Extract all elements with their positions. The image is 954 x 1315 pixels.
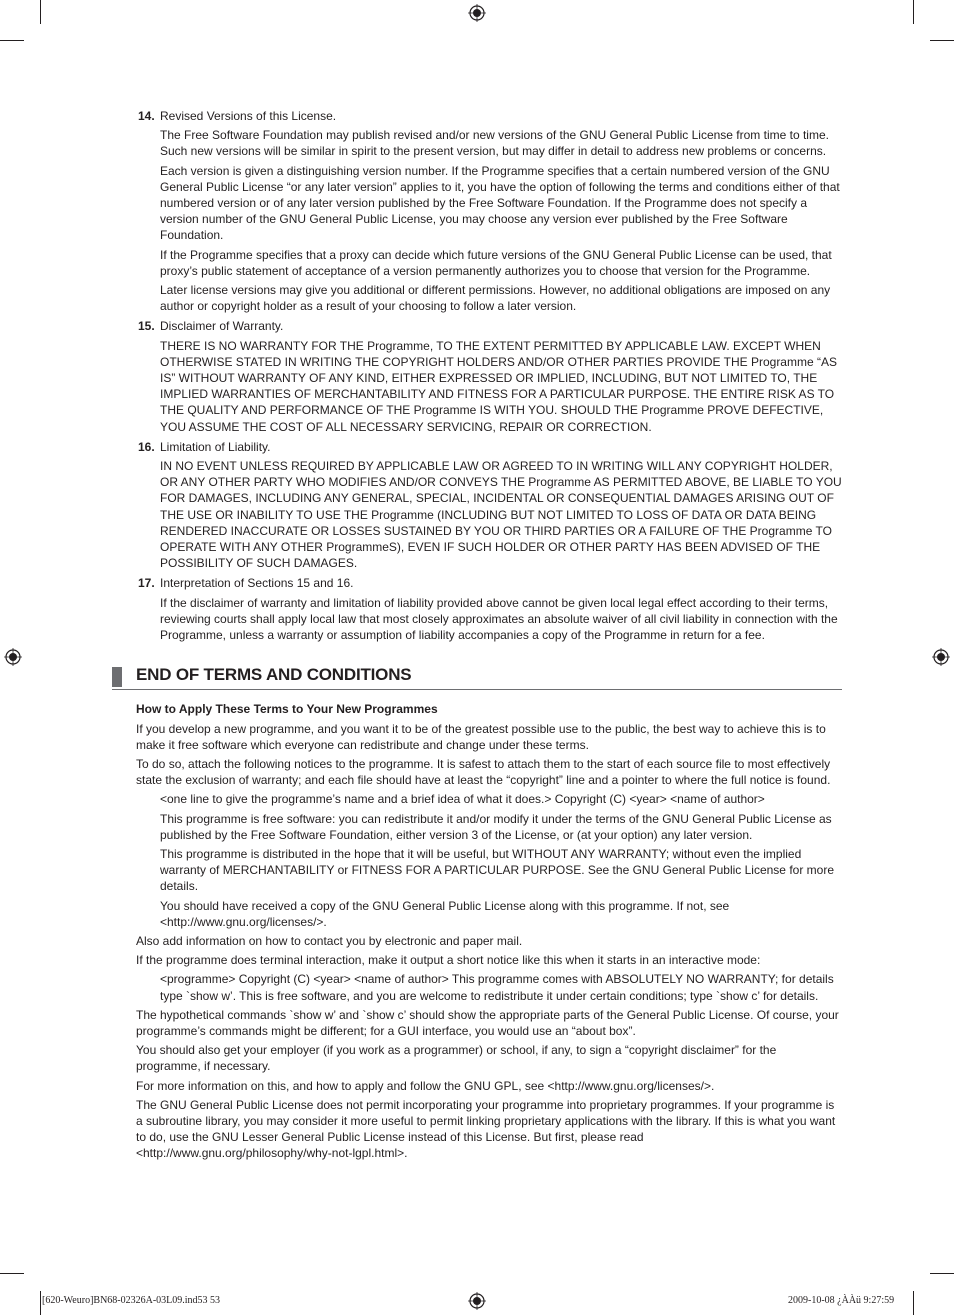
registration-mark-icon: [932, 648, 950, 666]
heading-rule: [112, 689, 842, 690]
paragraph: Later license versions may give you additional or different permissions. However, no additional obligations are imposed on any author or copyright holder as a result of your choosing to follow a later version.: [160, 283, 831, 314]
notice-line: This programme is distributed in the hope that it will be useful, but WITHOUT ANY WARRANTY; without even the implied warranty of MERCHANTABILITY or FITNESS FOR A PARTICULAR PURPOSE. See the GNU General Public License for more details.: [160, 846, 834, 894]
crop-mark: [913, 0, 914, 24]
registration-mark-icon: [468, 4, 486, 22]
section-number: 16.: [138, 439, 155, 454]
registration-mark-icon: [468, 1292, 486, 1310]
paragraph: IN NO EVENT UNLESS REQUIRED BY APPLICABLE LAW OR AGREED TO IN WRITING WILL ANY COPYRIGHT HOLDER, OR ANY OTHER PARTY WHO MODIFIES AND/OR CONVEYS THE Programme AS PERMITTED ABOVE, BE LIABLE TO YOU FOR DAMAGES, INCLUDING ANY GENERAL, SPECIAL, INCIDENTAL OR CONSEQUENTIAL DAMAGES ARISING OUT OF THE USE OR INABILITY TO USE THE Programme (INCLUDING BUT NOT LIMITED TO LOSS OF DATA OR DATA BEING RENDERED INACCURATE OR LOSSES SUSTAINED BY YOU OR THIRD PARTIES OR A FAILURE OF THE Programme TO OPERATE WITH ANY OTHER ProgrammeS), EVEN IF SUCH HOLDER OR OTHER PARTY HAS BEEN ADVISED OF THE POSSIBILITY OF SUCH DAMAGES.: [160, 459, 842, 571]
section-heading: [138, 439, 842, 455]
section-title: Revised Versions of this License.: [160, 109, 337, 123]
crop-mark: [930, 40, 954, 41]
paragraph: Also add information on how to contact you by electronic and paper mail.: [136, 933, 523, 948]
paragraph: The GNU General Public License does not permit incorporating your programme into proprietary programmes. If your programme is a subroutine library, you may consider it more useful to permit linking proprietary applications with the library. If this is what you want to do, use the GNU Lesser General Public License instead of this License. But first, please read <http://www.gnu.org/philosophy/why-not-lgpl.html>.: [136, 1097, 836, 1161]
end-of-terms-title: END OF TERMS AND CONDITIONS: [136, 665, 412, 685]
section-heading: [138, 318, 842, 334]
end-of-terms-heading: [136, 663, 842, 685]
section-number: 15.: [138, 319, 155, 334]
crop-mark: [913, 1291, 914, 1315]
paragraph: To do so, attach the following notices to the programme. It is safest to attach them to the start of each source file to most effectively state the exclusion of warranty; and each file should have at least the “copyright” line and a pointer to where the full notice is found.: [136, 756, 831, 788]
section-number: 14.: [138, 109, 155, 123]
paragraph: If you develop a new programme, and you want it to be of the greatest possible use to the public, the best way to achieve this is to make it free software which everyone can redistribute and change under these terms.: [136, 721, 826, 752]
crop-mark: [40, 0, 41, 24]
section-number: 17.: [138, 576, 155, 591]
paragraph: If the programme does terminal interaction, make it output a short notice like this when it starts in an interactive mode:: [136, 953, 761, 968]
section-title: Interpretation of Sections 15 and 16.: [160, 576, 354, 591]
footer-timestamp: 2009-10-08 ¿ÀÀü 9:27:59: [788, 1295, 895, 1306]
crop-mark: [0, 40, 24, 41]
paragraph: You should also get your employer (if you work as a programmer) or school, if any, to sign a “copyright disclaimer” for the programme, if necessary.: [136, 1043, 777, 1074]
paragraph: The Free Software Foundation may publish revised and/or new versions of the GNU General Public License from time to time. Such new versions will be similar in spirit to the present version, but may differ in detail to address new problems or concerns.: [160, 128, 829, 159]
paragraph: THERE IS NO WARRANTY FOR THE Programme, TO THE EXTENT PERMITTED BY APPLICABLE LAW. EXCEPT WHEN OTHERWISE STATED IN WRITING THE COPYRIGHT HOLDERS AND/OR OTHER PARTIES PROVIDE THE Programme “AS IS” WITHOUT WARRANTY OF ANY KIND, EITHER EXPRESSED OR IMPLIED, INCLUDING, BUT NOT LIMITED TO, THE IMPLIED WARRANTIES OF MERCHANTABILITY AND FITNESS FOR A PARTICULAR PURPOSE. THE ENTIRE RISK AS TO THE QUALITY AND PERFORMANCE OF THE Programme IS WITH YOU. SHOULD THE Programme PROVE DEFECTIVE, YOU ASSUME THE COST OF ALL NECESSARY SERVICING, REPAIR OR CORRECTION.: [160, 338, 837, 434]
paragraph: If the Programme specifies that a proxy can decide which future versions of the GNU General Public License can be used, that proxy’s public statement of acceptance of a version permanently authorizes you to choose that version for the Programme.: [160, 247, 832, 278]
section-17: [136, 575, 842, 643]
notice-line: You should have received a copy of the GNU General Public License along with this programme. If not, see <http://www.gnu.org/licenses/>.: [160, 898, 730, 929]
notice-line: <one line to give the programme’s name and a brief idea of what it does.> Copyright (C) <year> <name of author>: [160, 792, 765, 807]
section-title: Disclaimer of Warranty.: [160, 319, 284, 334]
registration-mark-icon: [4, 648, 22, 666]
paragraph: The hypothetical commands `show w’ and `show c’ should show the appropriate parts of the General Public License. Of course, your programme’s commands might be different; for a GUI interface, you would use an “about box”.: [136, 1007, 839, 1038]
section-15: [136, 318, 842, 434]
paragraph: For more information on this, and how to apply and follow the GNU GPL, see <http://www.gnu.org/licenses/>.: [136, 1078, 715, 1093]
howto-title: How to Apply These Terms to Your New Programmes: [136, 702, 438, 717]
crop-mark: [0, 1273, 24, 1274]
section-16: [136, 439, 842, 572]
paragraph: If the disclaimer of warranty and limitation of liability provided above cannot be given local legal effect according to their terms, reviewing courts shall apply local law that most closely approximates an absolute waiver of all civil liability in connection with the Programme, unless a warranty or assumption of liability accompanies a copy of the Programme in return for a fee.: [160, 595, 838, 643]
crop-mark: [40, 1291, 41, 1315]
notice-line: <programme> Copyright (C) <year> <name of author> This programme comes with ABSOLUTELY NO WARRANTY; for details type `show w’. This is free software, and you are welcome to redistribute it under certain conditions; type `show c’ for details.: [160, 972, 834, 1003]
section-14: [136, 108, 842, 314]
section-heading: [138, 108, 842, 124]
section-title: Limitation of Liability.: [160, 439, 271, 454]
footer-file-info: [620-Weuro]BN68-02326A-03L09.ind53 53: [42, 1295, 221, 1306]
notice-line: This programme is free software: you can redistribute it and/or modify it under the terms of the GNU General Public License as published by the Free Software Foundation, either version 3 of the License, or (at your option) any later version.: [160, 811, 832, 842]
paragraph: Each version is given a distinguishing version number. If the Programme specifies that a certain numbered version of the GNU General Public License “or any later version” applies to it, you have the option of following the terms and conditions either of that numbered version or of any later version published by the Free Software Foundation. If the Programme does not specify a version number of the GNU General Public License, you may choose any version ever published by the Free Software Foundation.: [160, 163, 840, 243]
heading-accent-bar: [112, 667, 122, 687]
crop-mark: [930, 1273, 954, 1274]
license-content: [136, 108, 842, 1165]
section-heading: [138, 575, 842, 591]
